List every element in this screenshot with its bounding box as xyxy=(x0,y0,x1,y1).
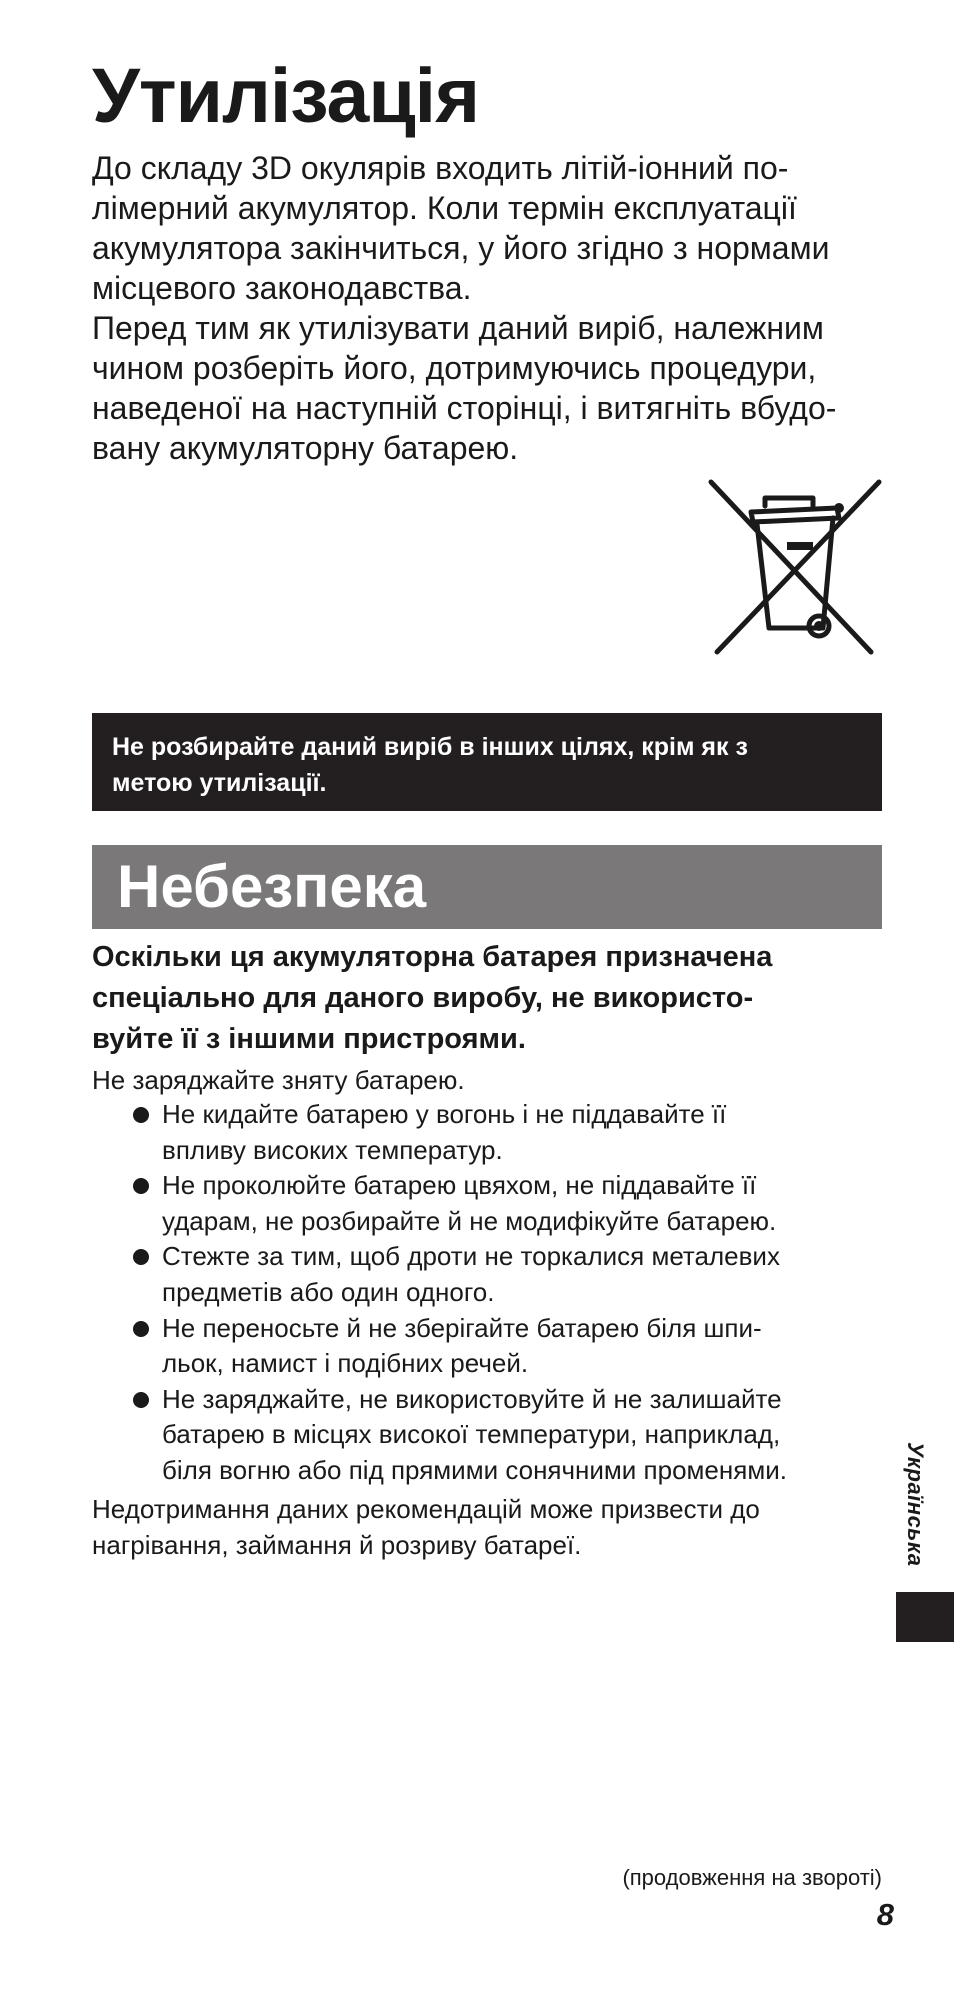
consequence-line: нагрівання, займання й розриву батареї. xyxy=(92,1530,582,1560)
bullet-icon xyxy=(133,1392,149,1408)
warning-line: Не розбирайте даний виріб в інших цілях, крім як з xyxy=(112,733,748,761)
intro-line: лімерний акумулятор. Коли термін експлуатації xyxy=(92,190,797,226)
bullet-line: впливу високих температур. xyxy=(162,1134,503,1165)
page-title: Утилізація xyxy=(92,53,479,139)
bullet-icon xyxy=(133,1321,149,1337)
language-tab-marker xyxy=(896,1592,954,1642)
bullet-line: біля вогню або під прямими сонячними променями. xyxy=(162,1454,787,1485)
intro-line: До складу 3D окулярів входить літій-іонний по- xyxy=(92,150,789,186)
bullet-line: Не заряджайте, не використовуйте й не залишайте xyxy=(162,1383,782,1414)
bullet-line: Стежте за тим, щоб дроти не торкалися металевих xyxy=(162,1241,780,1272)
consequence-text xyxy=(92,1491,882,1563)
bullet-line: Не кидайте батарею у вогонь і не піддавайте її xyxy=(162,1099,727,1129)
intro-line: місцевого законодавства. xyxy=(92,270,472,306)
bullet-icon xyxy=(133,1107,149,1123)
danger-section-header: Небезпека xyxy=(92,845,882,929)
language-label-text: Українська xyxy=(903,1442,928,1567)
warning-line: метою утилізації. xyxy=(112,769,327,797)
bullet-line: Не переносьте й не зберігайте батарею біля шпи- xyxy=(162,1312,762,1343)
bullet-item xyxy=(130,1382,890,1489)
intro-paragraph-2 xyxy=(92,308,882,468)
danger-bullet-list xyxy=(130,1097,890,1489)
intro-text xyxy=(92,148,882,468)
danger-lead-line: вуйте її з іншими пристроями. xyxy=(92,1023,526,1055)
danger-subtext: Не заряджайте зняту батарею. xyxy=(92,1065,465,1095)
intro-line: чином розберіть його, дотримуючись процедури, xyxy=(92,350,817,386)
bullet-item xyxy=(130,1168,890,1239)
page-number: 8 xyxy=(876,1897,894,1932)
danger-lead-line: спеціально для даного виробу, не використо- xyxy=(92,982,754,1014)
bullet-icon xyxy=(133,1249,149,1265)
bullet-line: Не проколюйте батарею цвяхом, не піддавайте її xyxy=(162,1170,757,1201)
continued-note: (продовження на звороті) xyxy=(622,1865,882,1890)
intro-line: Перед тим як утилізувати даний виріб, належним xyxy=(92,310,824,346)
intro-paragraph-1 xyxy=(92,148,882,308)
bullet-line: батарею в місцях високої температури, наприклад, xyxy=(162,1419,781,1450)
disassembly-warning-box xyxy=(92,713,882,811)
bullet-item xyxy=(130,1311,890,1382)
bullet-icon xyxy=(133,1178,149,1194)
bullet-line: предметів або один одного. xyxy=(162,1276,495,1307)
intro-line: вану акумуляторну батарею. xyxy=(92,430,519,466)
bullet-item xyxy=(130,1097,890,1168)
bullet-line: льок, намист і подібних речей. xyxy=(162,1348,529,1379)
intro-line: акумулятора закінчиться, у його згідно з нормами xyxy=(92,230,830,266)
crossed-out-wheelie-bin-icon xyxy=(705,478,885,656)
intro-line: наведеної на наступній сторінці, і витягніть вбудо- xyxy=(92,390,837,426)
danger-lead-line: Оскільки ця акумуляторна батарея призначена xyxy=(92,941,773,973)
bullet-line: ударам, не розбирайте й не модифікуйте батарею. xyxy=(162,1205,777,1236)
consequence-line: Недотримання даних рекомендацій може призвести до xyxy=(92,1494,760,1524)
danger-lead-text xyxy=(92,937,882,1060)
bullet-item xyxy=(130,1239,890,1310)
